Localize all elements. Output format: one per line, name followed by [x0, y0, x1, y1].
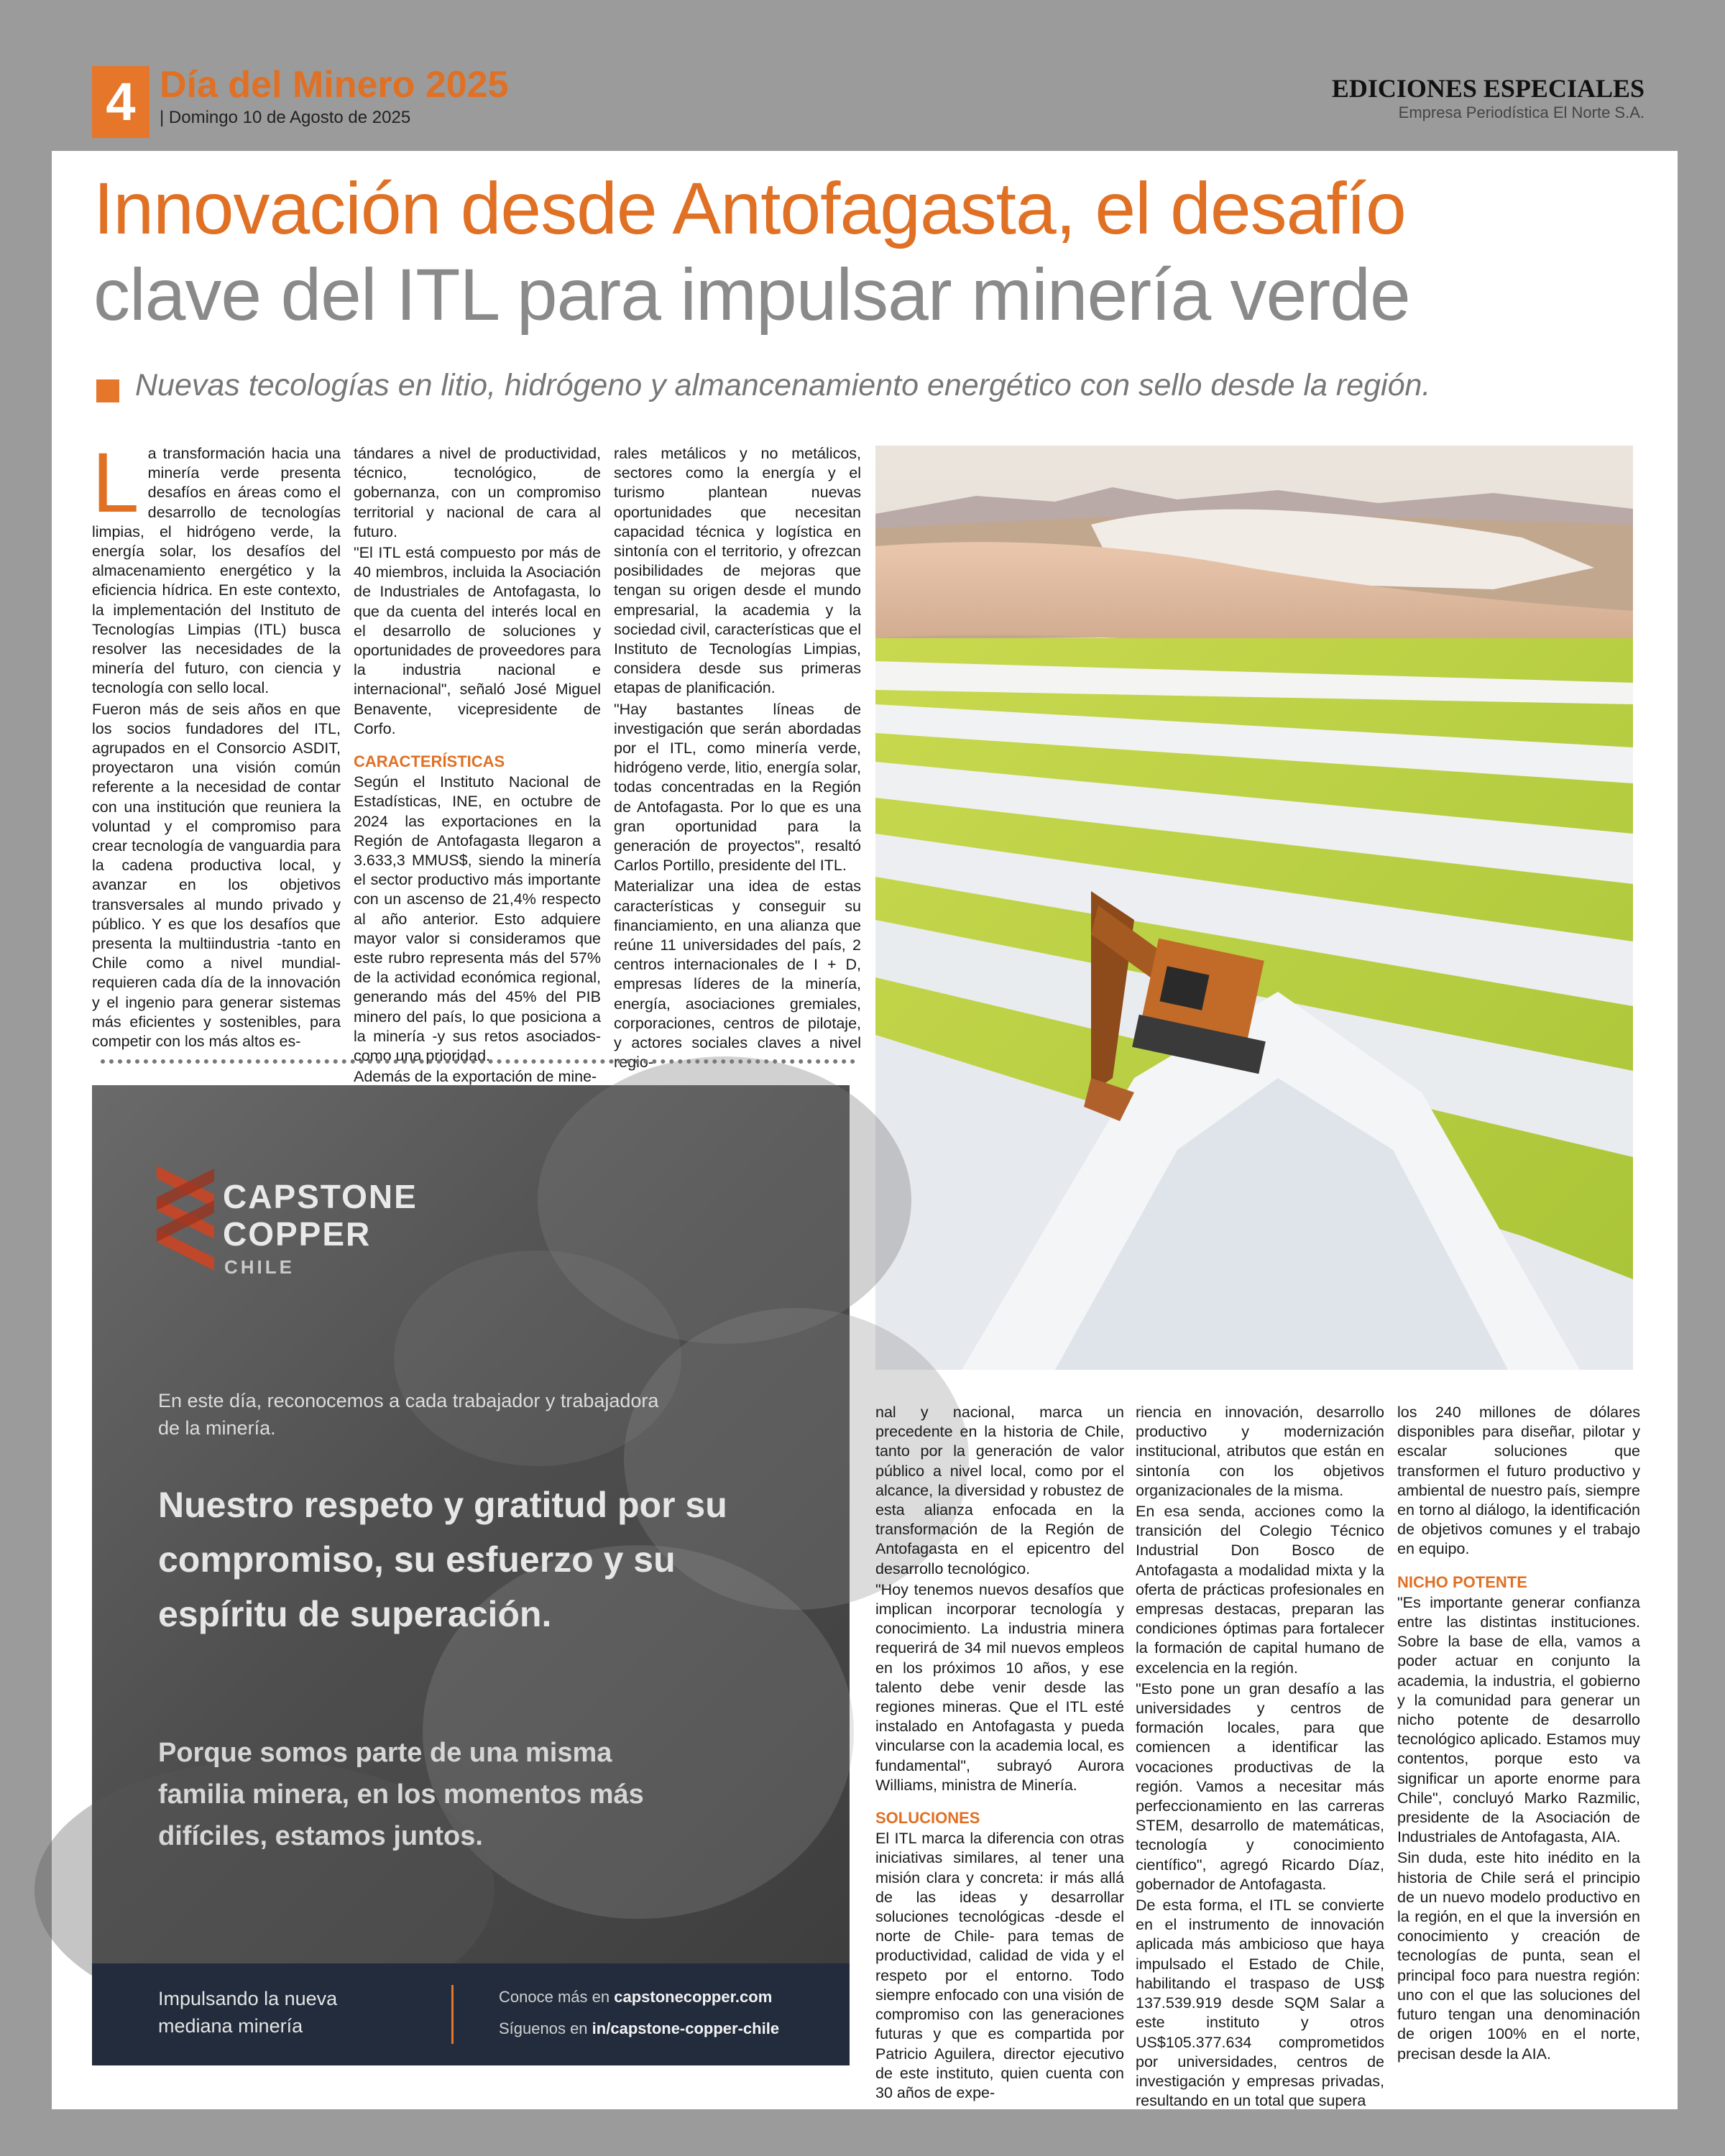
paragraph: los 240 millones de dólares disponibles para diseñar, pilotar y escalar soluciones que transformen el futuro productivo y ambiental de nuestro país, siempre en torno al diálogo, la identificación de objetivos comunes y el trabajo en equipo. — [1397, 1404, 1640, 1558]
brand-name-line-1: CAPSTONE — [223, 1178, 418, 1215]
paragraph: En esa senda, acciones como la transición del Colegio Técnico Industrial Don Bosco de Antofagasta a modalidad mixta y la oferta de prácticas profesionales en empresas destacas, preparan las condiciones óptimas para fortalecer la formación de capital humano de excelencia en la región. — [1136, 1503, 1384, 1677]
article-column-6 — [1397, 1403, 1640, 2071]
edition-label: EDICIONES ESPECIALES — [1331, 74, 1644, 103]
paragraph: rales metálicos y no metálicos, sectores como la energía y el turismo plantean nuevas oportunidades que necesitan capacidad técnica y logística en sintonía con el territorio, y ofrezcan posibilidades de mejoras que tengan su origen desde el mundo empresarial, la academia y la sociedad civil, características que el Instituto de Tecnologías Limpias, considera desde sus primeras etapas de planificación. — [614, 445, 861, 697]
paragraph: Fueron más de seis años en que los socios fundadores del ITL, agrupados en el Consorcio ASDIT, proyectaron una visión común referente a la necesidad de contar con una institución que reuniera la voluntad y el compromiso para crear tecnología de vanguardia para la cadena productiva local, y avanzar en los objetivos transversales al mundo privado y público. Y es que los desafíos que presenta la multiindustria -tanto en Chile como a nivel mundial- requieren cada día de la innovación y el ingenio para generar sistemas más eficientes y sostenibles, para competir con los más altos es- — [92, 700, 341, 1051]
article-column-2 — [354, 444, 601, 1183]
issue-date: | Domingo 10 de Agosto de 2025 — [160, 108, 411, 127]
brand-name-line-2: COPPER — [223, 1215, 372, 1253]
section-heading-caracteristicas: CARACTERÍSTICAS — [354, 752, 505, 771]
paragraph: a transformación hacia una minería verde presenta desafíos en áreas como el desarrollo de tecnologías limpias, el hidrógeno verde, la energía solar, los desafíos del almacenamiento energético y la eficiencia hídrica. En este contexto, la implementación del Instituto de Tecnologías Limpias (ITL) busca resolver las necesidades de la minería del futuro, con ciencia y tecnología con sello local. — [92, 445, 341, 697]
salar-excavator-photo — [875, 446, 1633, 1370]
website-link-label: Conoce más en — [499, 1988, 610, 2006]
paragraph: "El ITL está compuesto por más de 40 miembros, incluida la Asociación de Industriales de Antofagasta, lo que da cuenta del interés local en el desarrollo de soluciones y oportunidades de proveedores para la industria nacional e internacional", señaló José Miguel Benavente, vicepresidente de Corfo. — [354, 544, 601, 737]
ad-intro-text: En este día, reconocemos a cada trabajador y trabajadora de la minería. — [158, 1390, 659, 1439]
article-column-5 — [1136, 1403, 1384, 2110]
social-link-label: Síguenos en — [499, 2019, 588, 2037]
article-column-1 — [92, 436, 341, 1183]
headline-line-1: Innovación desde Antofagasta, el desafío — [93, 167, 1406, 249]
drop-cap: L — [92, 436, 139, 530]
social-link[interactable] — [499, 2019, 779, 2038]
subheadline: Nuevas tecologías en litio, hidrógeno y almancenamiento energético con sello desde la región. — [135, 368, 1431, 402]
paragraph: Sin duda, este hito inédito en la historia de Chile será el principio de un nuevo modelo productivo en la región, en el que la inversión en conocimiento y creación de tecnologías de punta, sean el principal foco para nuestra región: uno con el que las soluciones del futuro tengan una denominación de origen 100% en el norte, precisan desde la AIA. — [1397, 1849, 1640, 2063]
paragraph: "Es importante generar confianza entre las distintas instituciones. Sobre la base de ella, vamos a poder actuar en conjunto la academia, la industria, el gobierno y la comunidad para generar un nicho potente de desarrollo tecnológico aplicado. Estamos muy contentos, porque esto va significar un aporte enorme para Chile", concluyó Marko Razmilic, presidente de la Asociación de Industriales de Antofagasta, AIA. — [1397, 1593, 1640, 1846]
paragraph: "Esto pone un gran desafío a las universidades y centros de formación locales, para que comiencen a identificar las vocaciones productivas de la región. Vamos a necesitar más perfeccionamiento en las carreras STEM, desarrollo de matemáticas, tecnología y conocimiento científico", agregó Ricardo Díaz, gobernador de Antofagasta. — [1136, 1680, 1384, 1893]
social-handle[interactable]: /capstone-copper-chile — [606, 2019, 780, 2037]
website-link[interactable] — [499, 1988, 772, 2007]
website-url[interactable]: capstonecopper.com — [614, 1988, 773, 2006]
subheadline-bullet-icon — [96, 379, 119, 402]
article-column-4 — [875, 1403, 1124, 2101]
section-title: Día del Minero 2025 — [160, 64, 509, 106]
paragraph: tándares a nivel de productividad, técnico, tecnológico, de gobernanza, con un compromiso territorial y nacional de cara al futuro. — [354, 445, 601, 540]
page-number: 4 — [92, 66, 150, 138]
publisher-label: Empresa Periodística El Norte S.A. — [1398, 103, 1644, 121]
ad-sub-message: Porque somos parte de una misma familia minera, en los momentos más difíciles, estamos juntos. — [158, 1738, 644, 1851]
paragraph: Según el Instituto Nacional de Estadísticas, INE, en octubre de 2024 las exportaciones en la Región de Antofagasta llegaron a 3.633,3 MMUS$, siendo la minería el sector productivo más importante con un ascenso de 21,4% respecto al año anterior. Esto adquiere mayor valor si consideramos que este rubro representa más del 57% de la actividad económica regional, generando más del 45% del PIB minero del país, lo que posiciona a la minería -y sus retos asociados- como una prioridad. — [354, 773, 601, 1065]
paragraph: De esta forma, el ITL se convierte en el instrumento de innovación aplicada más ambicioso que haya impulsado el Estado de Chile, habilitando el traspaso de US$ 137.539.919 desde SQM Salar a este instituto y otros US$105.377.634 comprometidos por universidades, centros de investigación y empresas privadas, resultando en un total que supera — [1136, 1897, 1384, 2110]
paragraph: "Hay bastantes líneas de investigación que serán abordadas por el ITL, como minería verde, hidrógeno verde, litio, energía solar, todas concentradas en la Región de Antofagasta. Por lo que es una gran oportunidad para la generación de proyectos", resaltó Carlos Portillo, presidente del ITL. — [614, 700, 861, 875]
section-heading-soluciones: SOLUCIONES — [875, 1809, 980, 1828]
article-page — [52, 151, 1678, 2109]
paragraph: riencia en innovación, desarrollo productivo y modernización institucional, atributos que están en sintonía con los objetivos organizacionales de la misma. — [1136, 1404, 1384, 1499]
paragraph: Materializar una idea de estas características y conseguir su financiamiento, en una alianza que reúne 11 universidades del país, 2 centros internacionales de I + D, empresas líderes de la minería, energía, asociaciones gremiales, corporaciones, centros de pilotaje, y actores sociales claves a nivel regio- — [614, 877, 861, 1072]
paragraph: nal y nacional, marca un precedente en la historia de Chile, tanto por la generación de valor público a nivel local, como por el alcance, la diversidad y robustez de esta alianza enfocada en la transformación de la Región de Antofagasta en el epicentro del desarrollo tecnológico. — [875, 1404, 1124, 1577]
ad-main-message: Nuestro respeto y gratitud por su compromiso, su esfuerzo y su espíritu de superación. — [158, 1485, 727, 1634]
headline-line-2: clave del ITL para impulsar minería verde — [93, 254, 1410, 336]
paragraph: El ITL marca la diferencia con otras iniciativas similares, al tener una misión clara y concreta: ir más allá de las ideas y desarrollar soluciones tecnológicas -desde el norte de Chile- para temas de productividad, calidad de vida y el respeto por el entorno. Todo siempre enfocado con una visión de compromiso con las generaciones futuras y que es compartida por Patricio Aguilera, director ejecutivo de este instituto, quien cuenta con 30 años de expe- — [875, 1830, 1124, 2101]
paragraph: Además de la exportación de mine- — [354, 1068, 597, 1086]
linkedin-icon: in — [592, 2019, 607, 2037]
capstone-logo-icon — [157, 1166, 214, 1273]
ad-tagline: Impulsando la nueva mediana minería — [158, 1988, 338, 2037]
ad-footer — [92, 1963, 850, 2065]
capstone-copper-advertisement[interactable] — [92, 1085, 850, 2065]
ad-footer-divider — [451, 1985, 454, 2044]
page-header — [92, 63, 1644, 142]
section-heading-nicho: NICHO POTENTE — [1397, 1572, 1527, 1591]
brand-country: CHILE — [224, 1256, 295, 1278]
paragraph: "Hoy tenemos nuevos desafíos que implican incorporar tecnología y conocimiento. La industria minera requerirá de 34 mil nuevos empleos en los próximos 10 años, y ese talento debe venir desde las regiones mineras. Que el ITL esté instalado en Antofagasta y pueda vincularse con la academia local, es fundamental", subrayó Aurora Williams, ministra de Minería. — [875, 1580, 1124, 1794]
